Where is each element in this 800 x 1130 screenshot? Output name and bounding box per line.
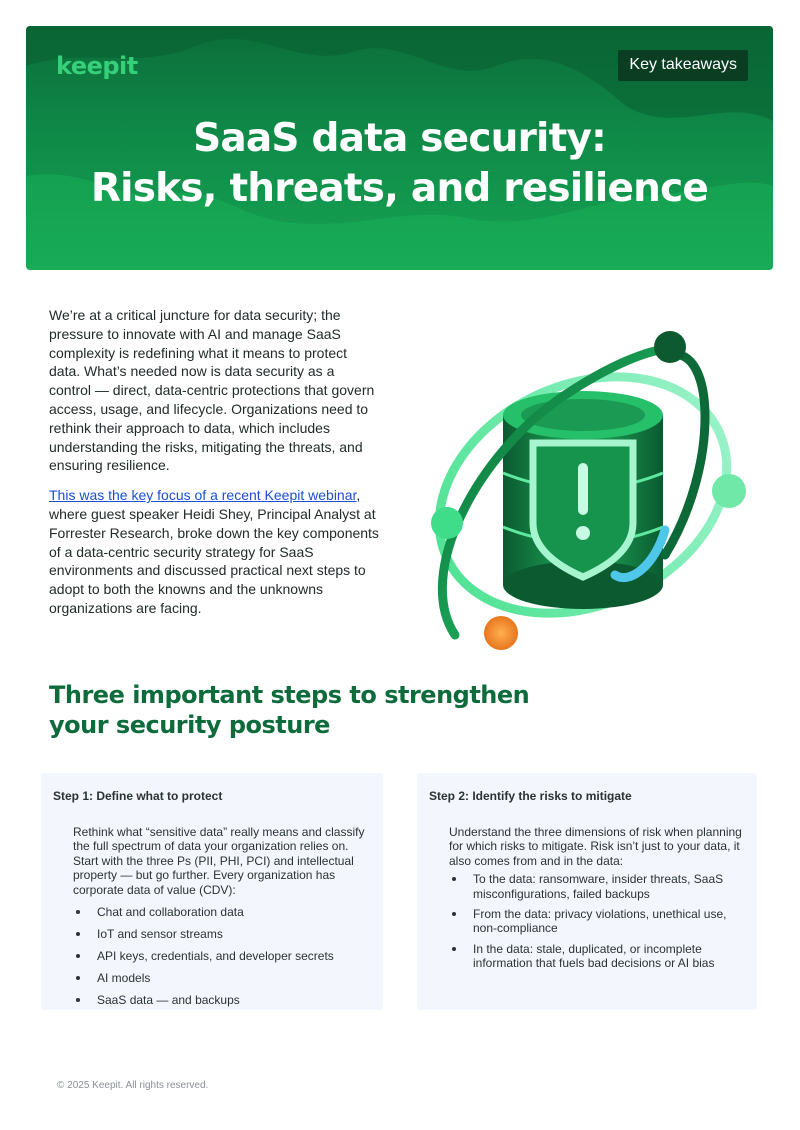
key-takeaways-badge: Key takeaways [618, 50, 748, 81]
list-item: AI models [73, 971, 371, 985]
page-title [26, 114, 773, 214]
section-title: Three important steps to strengthen your security posture [49, 681, 530, 739]
step-2-heading: Step 2: Identify the risks to mitigate [429, 789, 632, 803]
intro-paragraph-1: We’re at a critical juncture for data security; the pressure to innovate with AI and manage SaaS complexity is redefining what it means to protect data. What’s needed now is data security as a control — direct, data-centric protections that govern access, usage, and lifecycle. Organizations need to rethink their approach to data, which includes understanding the risks, mitigating the threats, and ensuring resilience. [49, 307, 375, 474]
hero-banner [26, 26, 773, 270]
intro-text [49, 306, 379, 618]
step-1-body [73, 825, 371, 1007]
copyright-footer: © 2025 Keepit. All rights reserved. [57, 1080, 209, 1091]
list-item: To the data: ransomware, insider threats, SaaS misconfigurations, failed backups [449, 872, 745, 901]
title-line-1: SaaS data security: [193, 116, 606, 161]
list-item: SaaS data — and backups [73, 993, 371, 1007]
step-2-description: Understand the three dimensions of risk when planning for which risks to mitigate. Risk isn’t just to your data, it also comes from and in the data: [449, 825, 742, 868]
title-line-2: Risks, threats, and resilience [90, 166, 709, 211]
step-2-body [449, 825, 745, 971]
step-2-card [417, 773, 757, 1010]
step-1-list [73, 905, 371, 1007]
step-1-card [41, 773, 383, 1010]
step-1-description: Rethink what “sensitive data” really means and classify the full spectrum of data your organization relies on. Start with the three Ps (PII, PHI, PCI) and intellectual property — but go further. Every organization has corporate data of value (CDV): [73, 825, 365, 897]
list-item: Chat and collaboration data [73, 905, 371, 919]
intro-paragraph-2-text: , where guest speaker Heidi Shey, Principal Analyst at Forrester Research, broke down the key components of a data-centric security strategy for SaaS environments and discussed practical next steps to adopt to both the knowns and the unknowns organizations are facing. [49, 487, 379, 616]
step-2-list [449, 872, 745, 970]
database-shield-alert-icon [415, 315, 755, 660]
step-1-heading: Step 1: Define what to protect [53, 789, 223, 803]
intro-paragraph-2 [49, 486, 379, 618]
list-item: In the data: stale, duplicated, or incomplete information that fuels bad decisions or AI bias [449, 942, 745, 971]
webinar-link[interactable]: This was the key focus of a recent Keepit webinar [49, 487, 357, 504]
list-item: API keys, credentials, and developer secrets [73, 949, 371, 963]
list-item: From the data: privacy violations, unethical use, non-compliance [449, 907, 745, 936]
keepit-logo: keepit [56, 52, 138, 80]
list-item: IoT and sensor streams [73, 927, 371, 941]
